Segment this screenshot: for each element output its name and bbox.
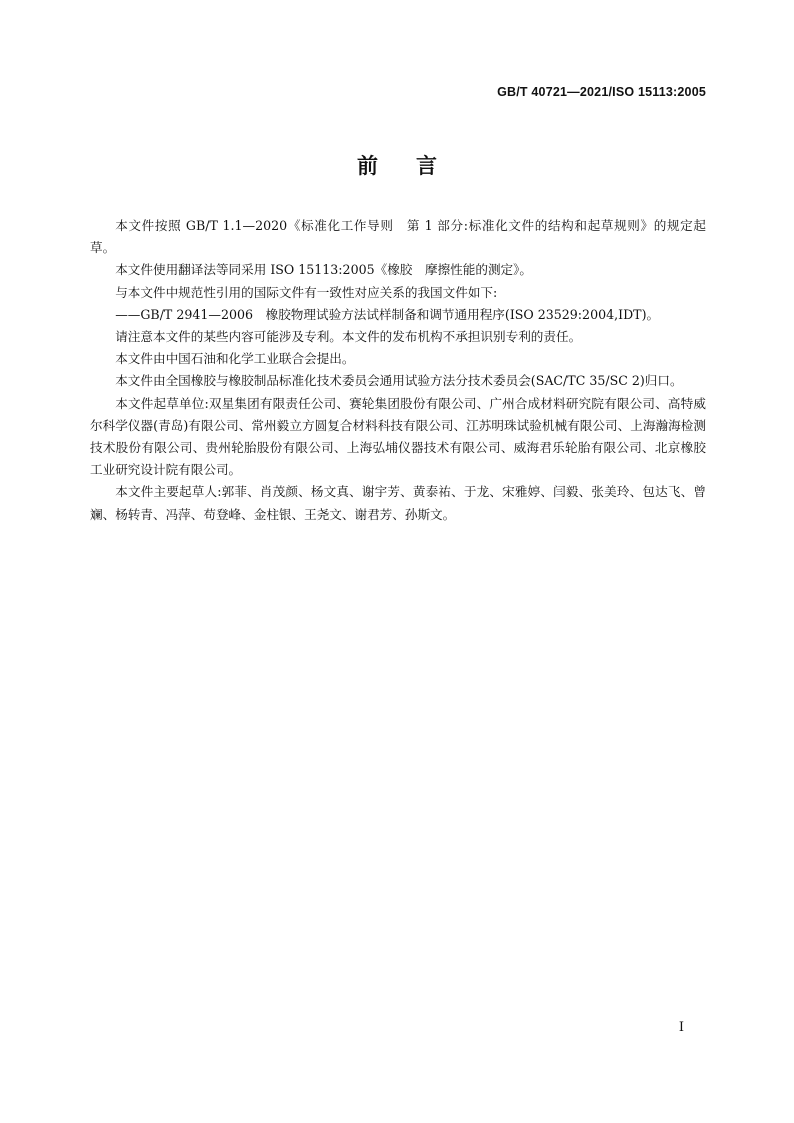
paragraph-drafting-rules: 本文件按照 GB/T 1.1—2020《标准化工作导则 第 1 部分:标准化文件的结构和起草规则》的规定起草。 [90, 218, 706, 256]
paragraph-drafters: 本文件主要起草人:郭菲、肖茂颜、杨文真、谢宇芳、黄泰祐、于龙、宋雅婷、闫毅、张美玲、包达飞、曾斓、杨转青、冯萍、苟登峰、金柱银、王尧文、谢君芳、孙斯文。 [90, 484, 706, 522]
paragraph-patent-notice: 请注意本文件的某些内容可能涉及专利。本文件的发布机构不承担识别专利的责任。 [115, 329, 582, 345]
paragraph-proposer: 本文件由中国石油和化学工业联合会提出。 [115, 351, 355, 367]
paragraph-drafting-units: 本文件起草单位:双星集团有限责任公司、赛轮集团股份有限公司、广州合成材料研究院有限公司、高特威尔科学仪器(青岛)有限公司、常州毅立方圆复合材料科技有限公司、江苏明珠试验机械有限公司、上海瀚海检测技术股份有限公司、贵州轮胎股份有限公司、上海弘埔仪器技术有限公司、威海君乐轮胎有限公司、北京橡胶工业研究设计院有限公司。 [90, 395, 706, 478]
foreword-body [90, 215, 706, 526]
page-number: I [678, 1020, 684, 1035]
paragraph-committee: 本文件由全国橡胶与橡胶制品标准化技术委员会通用试验方法分技术委员会(SAC/TC 35/SC 2)归口。 [115, 373, 683, 389]
page-title: 前言 [357, 154, 475, 178]
paragraph-reference-item: ——GB/T 2941—2006 橡胶物理试验方法试样制备和调节通用程序(ISO 23529:2004,IDT)。 [115, 306, 660, 322]
paragraph-adoption: 本文件使用翻译法等同采用 ISO 15113:2005《橡胶 摩擦性能的测定》。 [115, 262, 533, 278]
paragraph-reference-intro: 与本文件中规范性引用的国际文件有一致性对应关系的我国文件如下: [115, 284, 498, 300]
standard-code-header: GB/T 40721—2021/ISO 15113:2005 [497, 85, 706, 99]
